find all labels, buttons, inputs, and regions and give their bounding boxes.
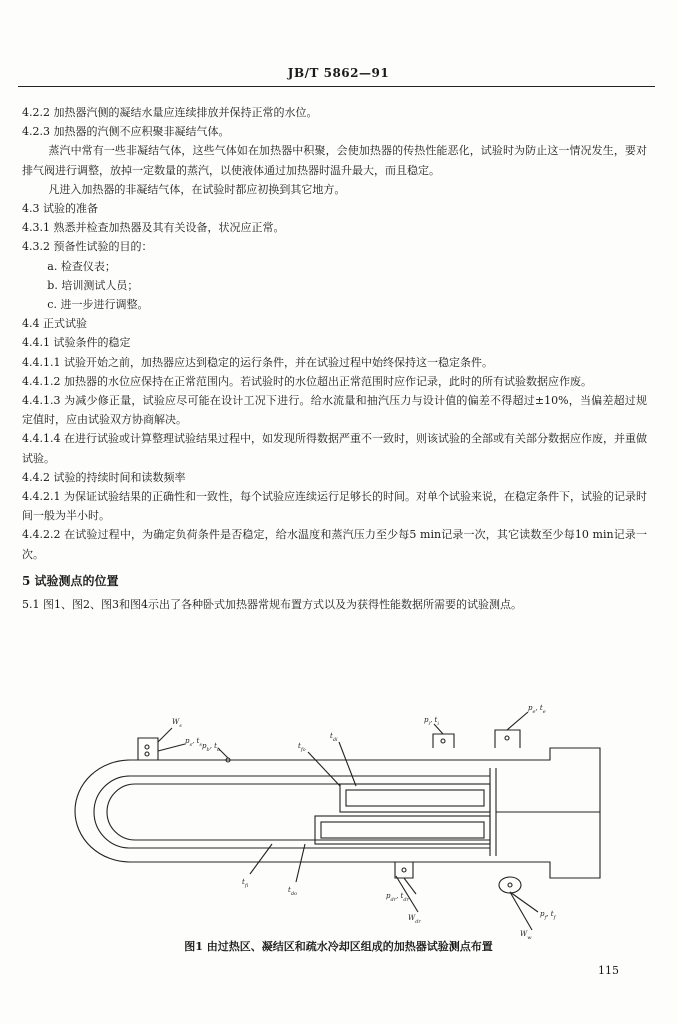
clause-4-4-1: 4.4.1 试验条件的稳定: [22, 336, 131, 350]
desuperheating-zone-inner: [346, 790, 484, 806]
label-steam-pressure-temp: $p_s$, $t_s$: [185, 737, 202, 748]
label-inlet-pressure-temp: $p_i$, $t_i$: [424, 716, 439, 727]
clause-4-4-1-3: 4.4.1.3 为减少修正量，试验应尽可能在设计工况下进行。给水流量和抽汽压力与设计值的偏差不得超过±10%，当偏差超过规定值时，应由试验双方协商解决。: [22, 394, 647, 427]
label-drain-inlet-temp: $t_{di}$: [330, 732, 338, 743]
clause-4-3-1: 4.3.1 熟悉并检查加热器及其有关设备，状况应正常。: [22, 221, 285, 235]
figure-heater-diagram: [40, 700, 650, 940]
clause-4-4-1-2: 4.4.1.2 加热器的水位应保持在正常范围内。若试验时的水位超出正常范围时应作记录，此时的所有试验数据应作废。: [22, 374, 592, 388]
clause-4-4-1-1: 4.4.1.1 试验开始之前，加热器应达到稳定的运行条件，并在试验过程中始终保持这一稳定条件。: [22, 355, 493, 369]
clause-4-4-2: 4.4.2 试验的持续时间和读数频率: [22, 470, 186, 484]
body-text: [22, 103, 647, 614]
label-drain-outlet-temp: $t_{do}$: [288, 886, 298, 897]
desuperheating-zone: [340, 784, 490, 812]
drain-cooling-zone-inner: [321, 822, 484, 838]
clause-4-4: 4.4 正式试验: [22, 317, 87, 331]
clause-4-4-1-4: 4.4.1.4 在进行试验或计算整理试验结果过程中，如发现所得数据严重不一致时，则该试验的全部或有关部分数据应作废，并重做试验。: [22, 432, 647, 465]
label-shell-pressure-temp: $p_b$, $t_b$: [202, 742, 221, 753]
label-steam-flow: $W_s$: [172, 718, 182, 729]
label-feedwater-outlet-temp: $t_{fo}$: [298, 742, 306, 753]
label-exit-pressure-temp: $p_e$, $t_e$: [528, 704, 546, 715]
list-item-c: c. 进一步进行调整。: [47, 298, 149, 312]
feedwater-outlet-nozzle: [433, 734, 454, 748]
paragraph-gas-vent: 凡进入加热器的非凝结气体，在试验时都应初换到其它地方。: [48, 182, 346, 196]
header-divider: [18, 86, 655, 87]
figure-caption: 图1 由过热区、凝结区和疏水冷却区组成的加热器试验测点布置: [184, 940, 493, 953]
clause-4-2-2: 4.2.2 加热器汽侧的凝结水量应连续排放并保持正常的水位。: [22, 106, 318, 119]
section-5-heading: 5 试验测点的位置: [22, 573, 119, 588]
clause-4-4-2-2: 4.4.2.2 在试验过程中，为确定负荷条件是否稳定，给水温度和蒸汽压力至少每5 min记录一次，其它读数至少每10 min记录一次。: [22, 528, 647, 561]
feedwater-inlet-nozzle: [499, 877, 521, 893]
list-item-a: a. 检查仪表；: [47, 259, 116, 273]
page-number: 115: [598, 964, 619, 977]
header-standard-code: JB/T 5862—91: [287, 66, 390, 80]
clause-4-4-2-1: 4.4.2.1 为保证试验结果的正确性和一致性，每个试验应连续运行足够长的时间。对单个试验来说，在稳定条件下，试验的记录时间一般为半小时。: [22, 490, 647, 523]
clause-4-3: 4.3 试验的准备: [22, 202, 98, 216]
paragraph-noncondensable-gas: 蒸汽中常有一些非凝结气体，这些气体如在加热器中积聚，会使加热器的传热性能恶化，试验时为防止这一情况发生，要对排气阀进行调整，放掉一定数量的蒸汽，以使液体通过加热器时温升最大，而且稳定。: [22, 144, 647, 177]
label-drain-flow: $W_{dr}$: [408, 914, 421, 925]
clause-4-2-3: 4.2.3 加热器的汽侧不应积聚非凝结气体。: [22, 125, 230, 139]
label-water-flow: $W_w$: [520, 930, 532, 940]
heater-diagram-svg: [40, 700, 650, 940]
clause-4-3-2: 4.3.2 预备性试验的目的：: [22, 240, 153, 254]
channel-top-nozzle: [495, 730, 520, 748]
heater-shell: [75, 748, 600, 878]
label-feedwater-inlet-temp: $t_{fi}$: [242, 878, 249, 889]
clause-5-1: 5.1 图1、图2、图3和图4示出了各种卧式加热器常规布置方式以及为获得性能数据所需要的试验测点。: [22, 598, 522, 612]
label-drain-pressure-temp: $p_{dr}$, $t_{dr}$: [386, 892, 409, 903]
list-item-b: b. 培训测试人员；: [47, 278, 139, 292]
drain-outlet-nozzle: [395, 862, 413, 878]
label-feedwater-pressure-temp: $p_f$, $t_f$: [540, 910, 556, 921]
